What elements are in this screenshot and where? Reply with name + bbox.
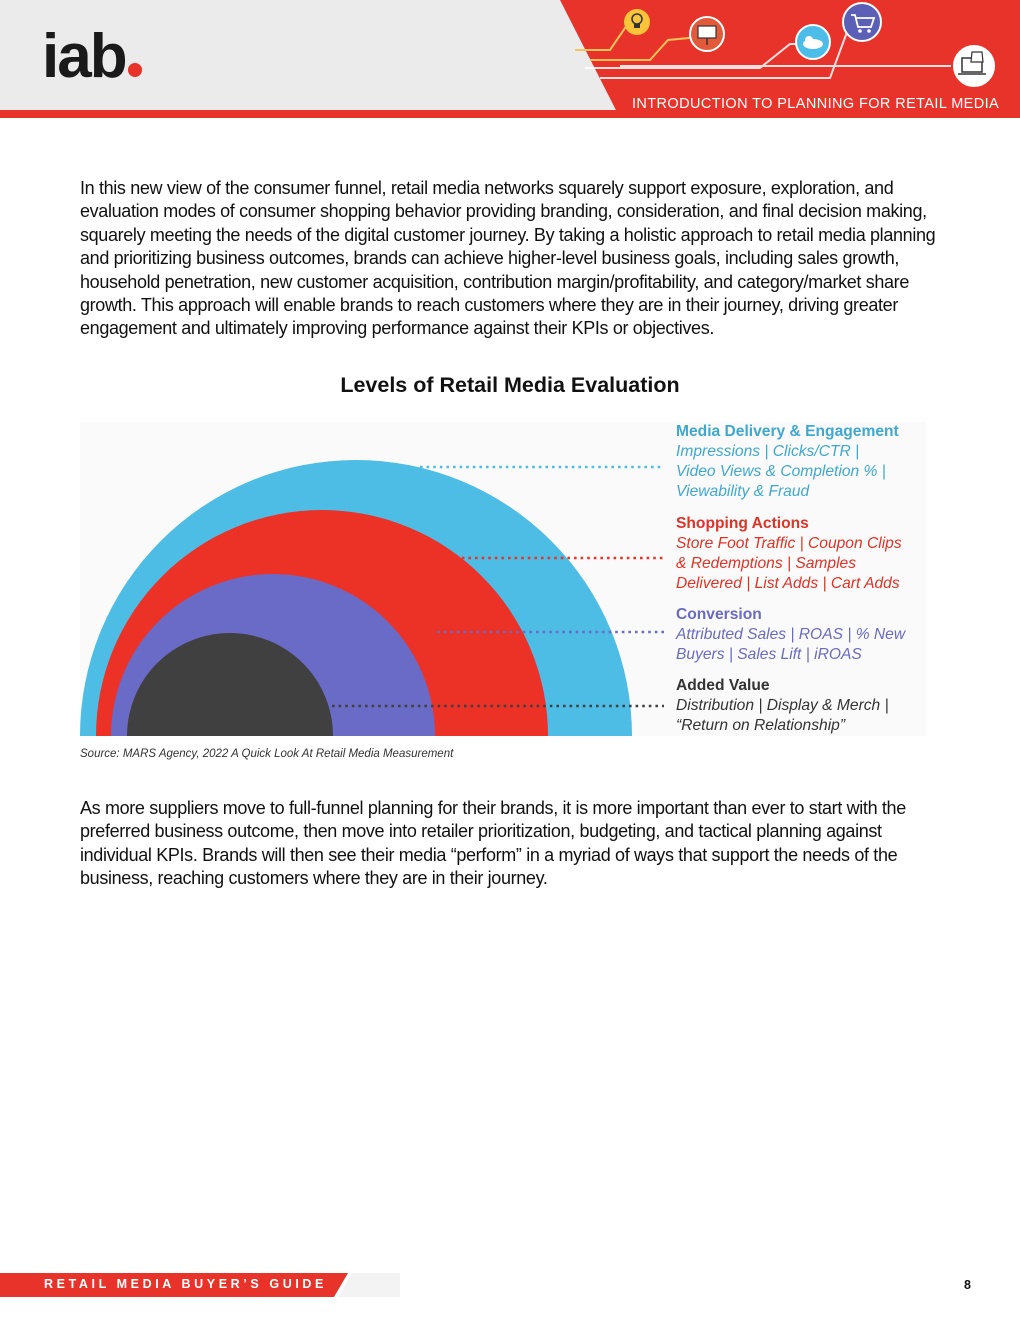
closing-paragraph: As more suppliers move to full-funnel planning for their brands, it is more important than ever to start with the preferred business outcome, then move into retailer prioritization, budgeting, and tactical planning against individual KPIs. Brands will then see their media “perform” in a myriad of ways that support the needs of the business, reaching customers where they are in their journey. [80,798,906,889]
cloud-icon [796,25,830,59]
legend-heading: Added Value [676,677,770,694]
figure-title: Levels of Retail Media Evaluation [340,373,680,397]
legend-line: “Return on Relationship” [676,717,846,734]
legend-line: Impressions | Clicks/CTR | [676,443,860,460]
presentation-board-icon [690,17,724,51]
header-title: INTRODUCTION TO PLANNING FOR RETAIL MEDIA [632,96,1000,112]
legend-line: Delivered | List Adds | Cart Adds [676,575,900,592]
legend-line: Attributed Sales | ROAS | % New [676,626,906,643]
legend-line: Video Views & Completion % | [676,463,886,480]
legend-line: Distribution | Display & Merch | [676,697,889,714]
intro-paragraph: In this new view of the consumer funnel, retail media networks squarely support exposure, exploration, and evaluation modes of consumer shopping behavior providing branding, consideration, and final decision making, squarely meeting the needs of the digital customer journey. By taking a holistic approach to retail media planning and prioritizing business outcomes, brands can achieve higher-level business goals, including sales growth, household penetration, new customer acquisition, contribution margin/profitability, and category/market share growth. This approach will enable brands to reach customers where they are in their journey, driving greater engagement and ultimately improving performance against their KPIs or objectives. [80,178,936,339]
legend-added-value [676,676,926,736]
legend-heading: Shopping Actions [676,515,809,532]
page-header [0,0,1020,118]
shopping-cart-icon [843,3,881,41]
legend-line: Store Foot Traffic | Coupon Clips [676,535,902,552]
legend-shopping-actions [676,514,926,594]
legend-line: Viewability & Fraud [676,483,810,500]
legend-line: Buyers | Sales Lift | iROAS [676,646,862,663]
page-number: 8 [964,1278,971,1292]
retail-media-evaluation-figure [80,422,926,736]
footer-guide-title: RETAIL MEDIA BUYER’S GUIDE [44,1277,327,1291]
iab-logo: iab [42,26,142,88]
lightbulb-icon [624,9,650,35]
legend-media-delivery [676,422,926,502]
laptop-shopping-bag-icon [952,44,996,88]
legend-conversion [676,605,926,665]
legend-line: & Redemptions | Samples [676,555,856,572]
legend-heading: Media Delivery & Engagement [676,423,899,440]
figure-source: Source: MARS Agency, 2022 A Quick Look At Retail Media Measurement [80,748,454,760]
legend-heading: Conversion [676,606,762,623]
